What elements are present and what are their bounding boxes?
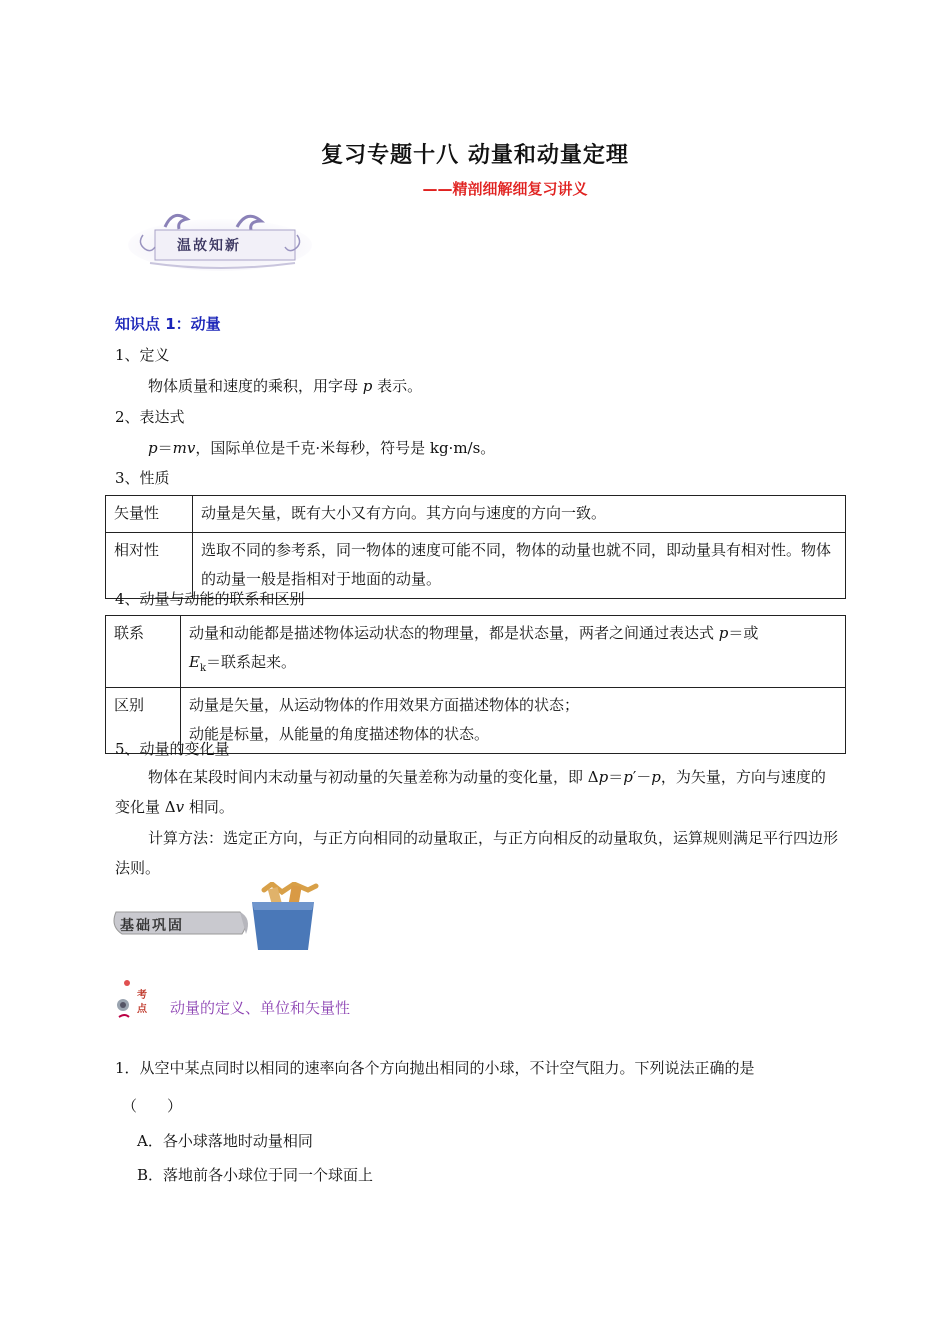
page-title: 复习专题十八 动量和动量定理 [321,143,629,168]
relation-text-a: 动量和动能都是描述物体运动状态的物理量，都是状态量，两者之间通过表达式 [189,624,719,642]
s5-symbol-p2: p [651,768,661,786]
kaodian-title: 动量的定义、单位和矢量性 [170,999,351,1017]
table-cell-label: 相对性 [106,533,193,599]
section-3-heading: 3、性质 [115,469,170,487]
s1-symbol: p [362,377,373,395]
s1-text-a: 物体质量和速度的乘积，用字母 [148,377,363,395]
section-2-text [148,437,495,458]
review-banner-label: 温故知新 [177,238,241,254]
s2-text: ，国际单位是千克·米每秒，符号是 kg·m/s。 [195,439,496,457]
page-subtitle: ——精剖细解细复习讲义 [422,180,588,198]
table-row [106,616,846,688]
formula-mv: mv [172,439,196,457]
relation-symbol-p: p [718,624,729,642]
section-5-paragraph-1 [115,762,840,822]
section-2-heading: 2、表达式 [115,408,185,426]
option-b: B．落地前各小球位于同一个球面上 [137,1166,374,1184]
practice-banner-label: 基础巩固 [120,918,184,934]
relation-table [105,615,846,754]
formula-eq: ＝ [157,439,173,457]
table-cell-text [181,688,846,754]
question-1-answer-blank: （ ） [122,1097,183,1115]
section-5-paragraph-2 [115,823,840,883]
relation-text-c: ＝联系起来。 [206,653,297,671]
difference-line-1: 动量是矢量，从运动物体的作用效果方面描述物体的状态； [189,696,580,714]
s5-symbol-v: v [175,798,185,816]
s5-para2-text: 计算方法：选定正方向，与正方向相同的动量取正，与正方向相反的动量取负，运算规则满足平行四边形法则。 [115,829,839,877]
practice-banner [112,882,327,952]
s5-symbol-p: p [598,768,609,786]
section-1-heading: 1、定义 [115,346,170,364]
review-banner [125,205,315,273]
s5-symbol-pp: p [623,768,633,786]
knowledge-point-heading: 知识点 1：动量 [115,315,221,333]
relation-symbol-k: k [199,663,207,674]
kaodian-icon [115,975,165,1027]
table-cell-text: 动量是矢量，既有大小又有方向。其方向与速度的方向一致。 [193,496,846,533]
s5-text-b: ，为矢量，方向与速度的变化量 Δ [115,768,826,816]
relation-text-b: ＝或 [728,624,759,642]
s5-eq: ＝ [608,768,624,786]
section-4-heading: 4、动量与动能的联系和区别 [115,590,305,608]
question-1: 1．从空中某点同时以相同的速率向各个方向抛出相同的小球，不计空气阻力。下列说法正确的是 [115,1059,755,1077]
table-cell-label: 联系 [106,616,181,688]
s5-prime: ′－ [632,768,652,786]
kaodian-icon-text: 考点 [137,990,147,1015]
table-row [106,496,846,533]
s5-text-c: 相同。 [184,798,234,816]
s1-text-b: 表示。 [372,377,423,395]
s5-text-a: 物体在某段时间内末动量与初动量的矢量差称为动量的变化量，即 Δ [148,768,599,786]
difference-line-2: 动能是标量，从能量的角度描述物体的状态。 [189,725,490,743]
relation-symbol-e: E [189,653,200,671]
section-5-heading: 5、动量的变化量 [115,740,230,758]
table-cell-label: 矢量性 [106,496,193,533]
properties-table [105,495,846,599]
table-cell-text: 选取不同的参考系，同一物体的速度可能不同，物体的动量也就不同，即动量具有相对性。物体的动量一般是指相对于地面的动量。 [193,533,846,599]
table-cell-text [181,616,846,688]
formula-p: p [148,439,158,457]
section-1-text [148,375,422,396]
option-a: A．各小球落地时动量相同 [137,1132,313,1150]
table-cell-label: 区别 [106,688,181,754]
